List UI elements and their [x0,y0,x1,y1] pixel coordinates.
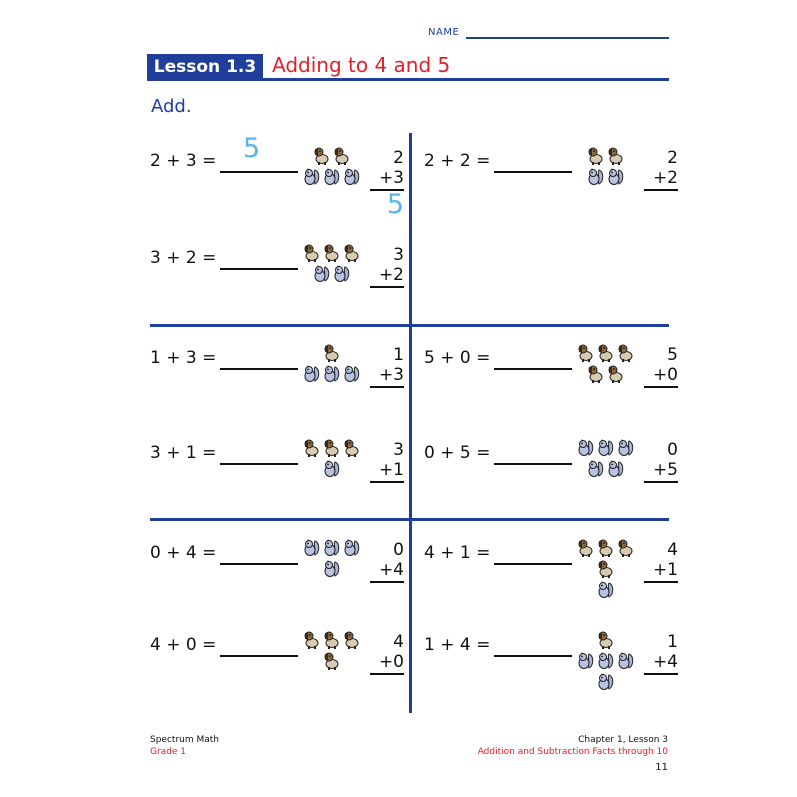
counting-pictures [570,343,640,383]
traced-answer-horizontal: 5 [243,133,261,164]
equation-horizontal: 2 + 2 = [424,151,491,171]
squirrel-icon [597,438,614,457]
counting-pictures [570,438,640,478]
equation-vertical [638,148,678,191]
vertical-top-number: 1 [393,345,404,365]
answer-blank[interactable] [494,368,572,370]
vertical-top-number: 2 [667,148,678,168]
counting-pictures [570,146,640,186]
equation-vertical [364,440,404,483]
squirrel-icon [587,459,604,478]
equation-vertical [364,245,404,288]
name-line[interactable] [466,37,669,39]
counting-pictures [570,630,640,691]
answer-blank[interactable] [220,171,298,173]
equation-vertical [364,632,404,675]
dog-icon [577,538,594,557]
equation-vertical [364,148,404,219]
counting-pictures [296,438,366,478]
answer-blank[interactable] [220,463,298,465]
lesson-title: Adding to 4 and 5 [272,53,451,77]
answer-blank[interactable] [220,368,298,370]
equation-horizontal: 4 + 0 = [150,635,217,655]
squirrel-icon [303,538,320,557]
grid-horizontal-divider-2 [150,518,669,521]
squirrel-icon [303,167,320,186]
equation-vertical [638,540,678,583]
squirrel-icon [343,364,360,383]
squirrel-icon [597,651,614,670]
vertical-top-number: 4 [667,540,678,560]
counting-pictures [296,343,366,383]
vertical-bottom-number: +3 [370,168,404,191]
grid-horizontal-divider-1 [150,324,669,327]
equation-vertical [638,345,678,388]
squirrel-icon [607,459,624,478]
dog-icon [597,538,614,557]
name-label: NAME [428,27,460,38]
squirrel-icon [323,364,340,383]
vertical-bottom-number: +5 [644,460,678,483]
footer-grade: Grade 1 [150,747,187,757]
counting-pictures [570,538,640,599]
footer-book: Spectrum Math [150,735,219,745]
vertical-bottom-number: +1 [644,560,678,583]
squirrel-icon [607,167,624,186]
page-number: 11 [655,762,668,773]
equation-vertical [638,632,678,675]
squirrel-icon [323,538,340,557]
header-divider [147,78,669,81]
dog-icon [617,343,634,362]
vertical-bottom-number: +1 [370,460,404,483]
squirrel-icon [333,264,350,283]
answer-blank[interactable] [494,463,572,465]
answer-blank[interactable] [220,655,298,657]
squirrel-icon [587,167,604,186]
equation-horizontal: 2 + 3 = [150,151,217,171]
squirrel-icon [597,580,614,599]
equation-vertical [364,540,404,583]
vertical-top-number: 4 [393,632,404,652]
answer-blank[interactable] [494,171,572,173]
vertical-top-number: 3 [393,440,404,460]
instruction: Add. [151,96,192,117]
squirrel-icon [323,167,340,186]
vertical-top-number: 0 [393,540,404,560]
dog-icon [303,630,320,649]
lesson-badge: Lesson 1.3 [147,54,263,81]
vertical-top-number: 5 [667,345,678,365]
dog-icon [617,538,634,557]
equation-horizontal: 3 + 1 = [150,443,217,463]
equation-horizontal: 1 + 3 = [150,348,217,368]
dog-icon [587,364,604,383]
squirrel-icon [617,651,634,670]
squirrel-icon [577,651,594,670]
counting-pictures [296,146,366,186]
dog-icon [343,243,360,262]
vertical-top-number: 0 [667,440,678,460]
equation-vertical [638,440,678,483]
vertical-bottom-number: +4 [644,652,678,675]
squirrel-icon [343,167,360,186]
equation-horizontal: 4 + 1 = [424,543,491,563]
squirrel-icon [303,364,320,383]
vertical-bottom-number: +0 [370,652,404,675]
equation-vertical [364,345,404,388]
dog-icon [313,146,330,165]
vertical-top-number: 2 [393,148,404,168]
vertical-bottom-number: +2 [644,168,678,191]
vertical-bottom-number: +2 [370,265,404,288]
dog-icon [323,630,340,649]
equation-horizontal: 0 + 4 = [150,543,217,563]
dog-icon [323,243,340,262]
dog-icon [577,343,594,362]
dog-icon [587,146,604,165]
dog-icon [597,343,614,362]
squirrel-icon [577,438,594,457]
counting-pictures [296,538,366,578]
dog-icon [607,146,624,165]
traced-answer-vertical: 5 [386,189,404,220]
squirrel-icon [323,559,340,578]
vertical-top-number: 3 [393,245,404,265]
counting-pictures [296,243,366,283]
vertical-bottom-number: +0 [644,365,678,388]
equation-horizontal: 1 + 4 = [424,635,491,655]
dog-icon [343,438,360,457]
equation-horizontal: 0 + 5 = [424,443,491,463]
answer-blank[interactable] [494,655,572,657]
squirrel-icon [617,438,634,457]
dog-icon [323,651,340,670]
equation-horizontal: 3 + 2 = [150,248,217,268]
squirrel-icon [343,538,360,557]
answer-blank[interactable] [220,563,298,565]
dog-icon [323,343,340,362]
grid-vertical-divider [409,133,412,713]
dog-icon [303,243,320,262]
squirrel-icon [597,672,614,691]
dog-icon [323,438,340,457]
vertical-top-number: 1 [667,632,678,652]
squirrel-icon [313,264,330,283]
dog-icon [597,559,614,578]
counting-pictures [296,630,366,670]
footer-chapter: Chapter 1, Lesson 3 [578,735,668,745]
dog-icon [333,146,350,165]
footer-topic: Addition and Subtraction Facts through 10 [477,747,668,757]
vertical-bottom-number: +4 [370,560,404,583]
vertical-bottom-number: +3 [370,365,404,388]
equation-horizontal: 5 + 0 = [424,348,491,368]
answer-blank[interactable] [494,563,572,565]
dog-icon [343,630,360,649]
squirrel-icon [323,459,340,478]
dog-icon [303,438,320,457]
dog-icon [597,630,614,649]
dog-icon [607,364,624,383]
answer-blank[interactable] [220,268,298,270]
